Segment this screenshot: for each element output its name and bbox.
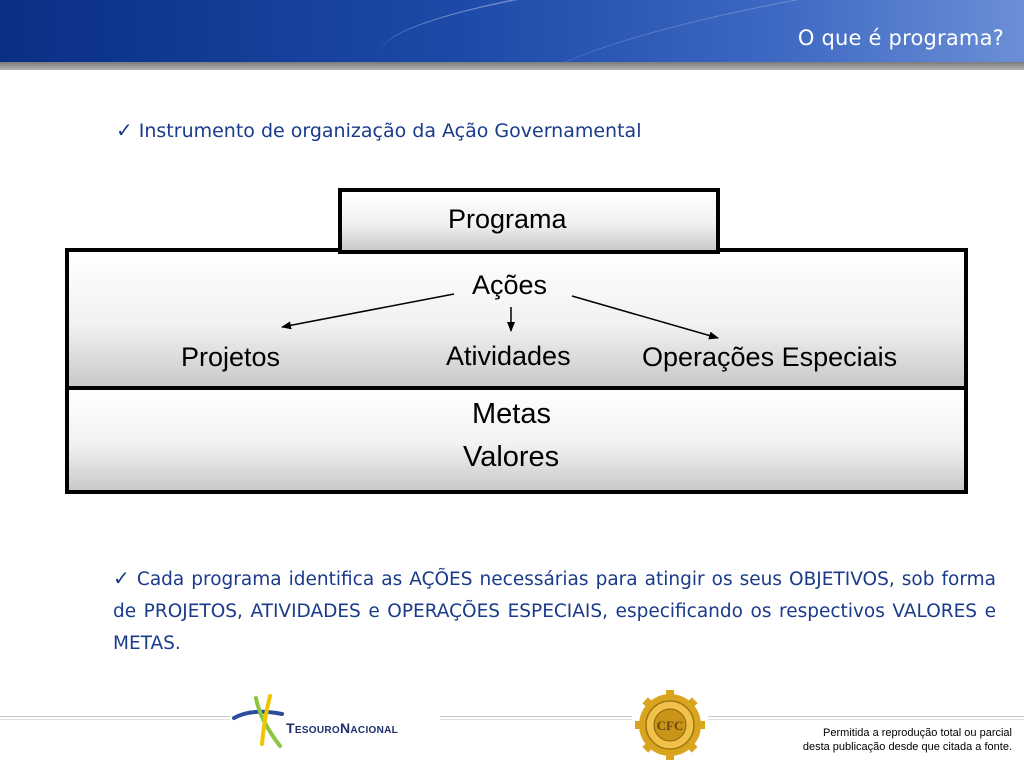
tesouro-nacional-logo-text: TesouroNacional [286, 720, 399, 736]
valores-label: Valores [463, 441, 560, 473]
footer-divider [0, 716, 1024, 717]
slide-header [0, 0, 1024, 62]
footer-divider [0, 719, 1024, 720]
reproduction-disclaimer [803, 726, 1012, 754]
cfc-seal-logo [632, 690, 708, 760]
bullet-cada-programa-text: Cada programa identifica as AÇÕES necessárias para atingir os seus OBJETIVOS, sob forma de PROJETOS, ATIVIDADES e OPERAÇÕES ESPECIAIS, especificando os respectivos VALORES e METAS. [113, 569, 996, 654]
checkmark-icon: ✓ [113, 566, 131, 590]
bullet-cada-programa [113, 562, 996, 660]
checkmark-icon: ✓ [116, 118, 133, 142]
acoes-label: Ações [472, 270, 548, 300]
tesouro-nacional-emblem-icon [230, 690, 290, 752]
projetos-label: Projetos [181, 342, 281, 372]
metas-label: Metas [472, 398, 551, 430]
header-divider [0, 62, 1024, 70]
tesouro-nacional-logo [230, 690, 440, 752]
operacoes-especiais-label: Operações Especiais [642, 342, 898, 372]
cfc-seal-icon [632, 690, 708, 760]
disclaimer-line: desta publicação desde que citada a fonte. [802, 741, 1012, 753]
atividades-label: Atividades [446, 341, 571, 371]
bullet-instrumento [116, 118, 641, 142]
slide-title: O que é programa? [797, 26, 1004, 50]
bullet-instrumento-text: Instrumento de organização da Ação Governamental [138, 120, 642, 142]
disclaimer-line: Permitida a reprodução total ou parcial [823, 727, 1012, 739]
cfc-seal-text: CFC [656, 718, 684, 733]
programa-label: Programa [448, 204, 567, 234]
